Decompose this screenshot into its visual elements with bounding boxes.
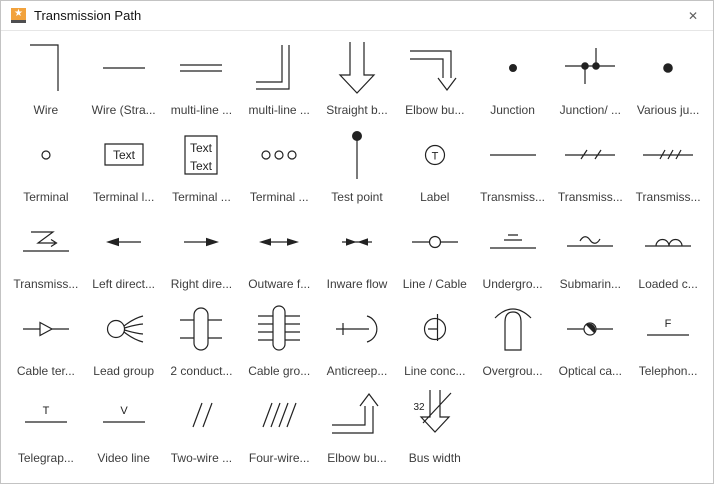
transmission-line-icon [478,125,548,185]
palette-item[interactable] [474,294,552,381]
svg-text:T: T [42,405,50,417]
palette-item-label: Undergro... [482,277,543,291]
terminal-circle-icon [11,125,81,185]
multi-line-elbow-icon [244,38,314,98]
test-point-icon [322,125,392,185]
left-direction-arrow-icon [89,212,159,272]
palette-item-label: Left direct... [92,277,155,291]
palette-item-label: Line conc... [404,364,466,378]
palette-item[interactable] [629,120,707,207]
palette-item-label: Various ju... [636,103,700,117]
titlebar [1,1,713,31]
palette-item[interactable] [396,294,474,381]
cable-termination-icon [11,299,81,359]
palette-item[interactable] [551,33,629,120]
terminal-strip-icon [244,125,314,185]
palette-item-label: Right dire... [170,277,233,291]
palette-item[interactable] [396,33,474,120]
palette-item-label: Transmiss... [635,190,701,204]
various-junction-icon [633,38,703,98]
svg-text:F: F [664,318,672,330]
palette-item[interactable] [396,120,474,207]
palette-item[interactable] [629,294,707,381]
star-icon: ★ [14,8,23,19]
palette-item-label: Terminal [23,190,69,204]
palette-item[interactable] [318,120,396,207]
palette-item[interactable] [7,33,85,120]
palette-item[interactable] [7,207,85,294]
submarine-cable-icon [555,212,625,272]
palette-item[interactable] [85,207,163,294]
palette-item[interactable] [163,120,241,207]
close-icon[interactable]: ✕ [687,8,698,23]
cable-group-icon [244,299,314,359]
transmission-line-3slash-icon [633,125,703,185]
palette-item-label: Terminal ... [249,190,309,204]
terminal-label-box-icon [89,125,159,185]
palette-item[interactable] [163,207,241,294]
palette-item[interactable] [240,33,318,120]
junction-multi-icon [555,38,625,98]
stencil-star-icon [11,8,26,23]
palette-item[interactable] [163,294,241,381]
junction-dot-icon [478,38,548,98]
palette-item-label: Test point [331,190,383,204]
palette-item-label: Elbow bu... [405,103,465,117]
palette-item[interactable] [474,120,552,207]
palette-item-label: Outware f... [248,277,311,291]
overground-icon [478,299,548,359]
palette-item[interactable] [7,381,85,468]
palette-item-label: Inware flow [326,277,388,291]
palette-item-label: Anticreep... [326,364,388,378]
palette-item[interactable] [240,120,318,207]
transmission-direction-icon [11,212,81,272]
underground-cable-icon [478,212,548,272]
terminal-two-label-box-icon [166,125,236,185]
palette-item[interactable] [163,33,241,120]
telephone-line-icon [633,299,703,359]
palette-item-label: Bus width [408,451,461,465]
palette-item[interactable] [474,33,552,120]
optical-cable-icon [555,299,625,359]
palette-item-label: multi-line ... [170,103,233,117]
palette-item[interactable] [318,381,396,468]
palette-item[interactable] [551,207,629,294]
palette-item[interactable] [163,381,241,468]
palette-item[interactable] [474,207,552,294]
palette-item[interactable] [240,294,318,381]
two-wire-icon [166,386,236,446]
palette-item-label: Wire (Stra... [91,103,156,117]
palette-item[interactable] [551,294,629,381]
palette-item-label: Lead group [93,364,155,378]
palette-item-label: Four-wire... [248,451,310,465]
palette-item[interactable] [318,207,396,294]
right-direction-arrow-icon [166,212,236,272]
palette-item[interactable] [7,294,85,381]
wire-straight-icon [89,38,159,98]
inward-flow-icon [322,212,392,272]
palette-item-label: Transmiss... [480,190,545,204]
line-concentrator-icon [400,299,470,359]
palette-item-label: Video line [97,451,150,465]
palette-item[interactable] [85,381,163,468]
palette-item[interactable] [85,33,163,120]
video-line-icon [89,386,159,446]
telegraph-line-icon [11,386,81,446]
bus-width-icon [400,386,470,446]
svg-text:T: T [431,150,439,163]
four-wire-icon [244,386,314,446]
lead-group-icon [89,299,159,359]
palette-item-label: Junction/ ... [559,103,622,117]
palette-item-label: Junction [490,103,535,117]
transmission-line-2slash-icon [555,125,625,185]
label-circle-icon [400,125,470,185]
anticreep-icon [322,299,392,359]
loaded-cable-icon [633,212,703,272]
palette-item-label: Transmiss... [13,277,79,291]
palette-item[interactable] [551,120,629,207]
svg-text:Text: Text [112,148,135,162]
two-conductors-icon [166,299,236,359]
palette-item-label: Cable ter... [16,364,75,378]
palette-item-label: Cable gro... [248,364,311,378]
svg-text:32: 32 [413,402,425,413]
multi-line-straight-icon [166,38,236,98]
svg-text:Text: Text [190,159,213,173]
palette-item[interactable] [85,294,163,381]
palette-item[interactable] [629,207,707,294]
palette-item-label: Telephon... [638,364,698,378]
palette-item-label: Submarin... [559,277,621,291]
palette-item-label: Telegrap... [17,451,74,465]
palette-item-label: Two-wire ... [170,451,233,465]
palette-item-label: Elbow bu... [327,451,387,465]
svg-text:V: V [119,405,128,417]
palette-item-label: 2 conduct... [170,364,233,378]
elbow-bus-arrow-down-icon [400,38,470,98]
wire-elbow-icon [11,38,81,98]
palette-item-label: Straight b... [326,103,388,117]
palette-item-label: Line / Cable [402,277,467,291]
palette-item-label: Optical ca... [558,364,622,378]
palette-item[interactable] [85,120,163,207]
window-title: Transmission Path [34,8,142,23]
palette-item-label: Transmiss... [557,190,623,204]
palette-item[interactable] [396,381,474,468]
line-cable-icon [400,212,470,272]
palette-item-label: multi-line ... [248,103,310,117]
palette-item[interactable] [240,381,318,468]
palette-item-label: Wire [33,103,59,117]
palette-item-label: Terminal l... [92,190,155,204]
palette-item-label: Label [420,190,450,204]
svg-text:Text: Text [190,141,213,155]
palette-item-label: Loaded c... [638,277,698,291]
palette-item[interactable] [240,207,318,294]
straight-bus-arrow-icon [322,38,392,98]
palette-item[interactable] [7,120,85,207]
elbow-bus-arrow-up-icon [322,386,392,446]
palette-item[interactable] [318,294,396,381]
palette-item-label: Overgrou... [482,364,543,378]
palette-item-label: Terminal ... [172,190,231,204]
palette-item[interactable] [396,207,474,294]
palette-item[interactable] [629,33,707,120]
outward-flow-icon [244,212,314,272]
palette-item[interactable] [318,33,396,120]
symbol-grid [1,31,713,468]
